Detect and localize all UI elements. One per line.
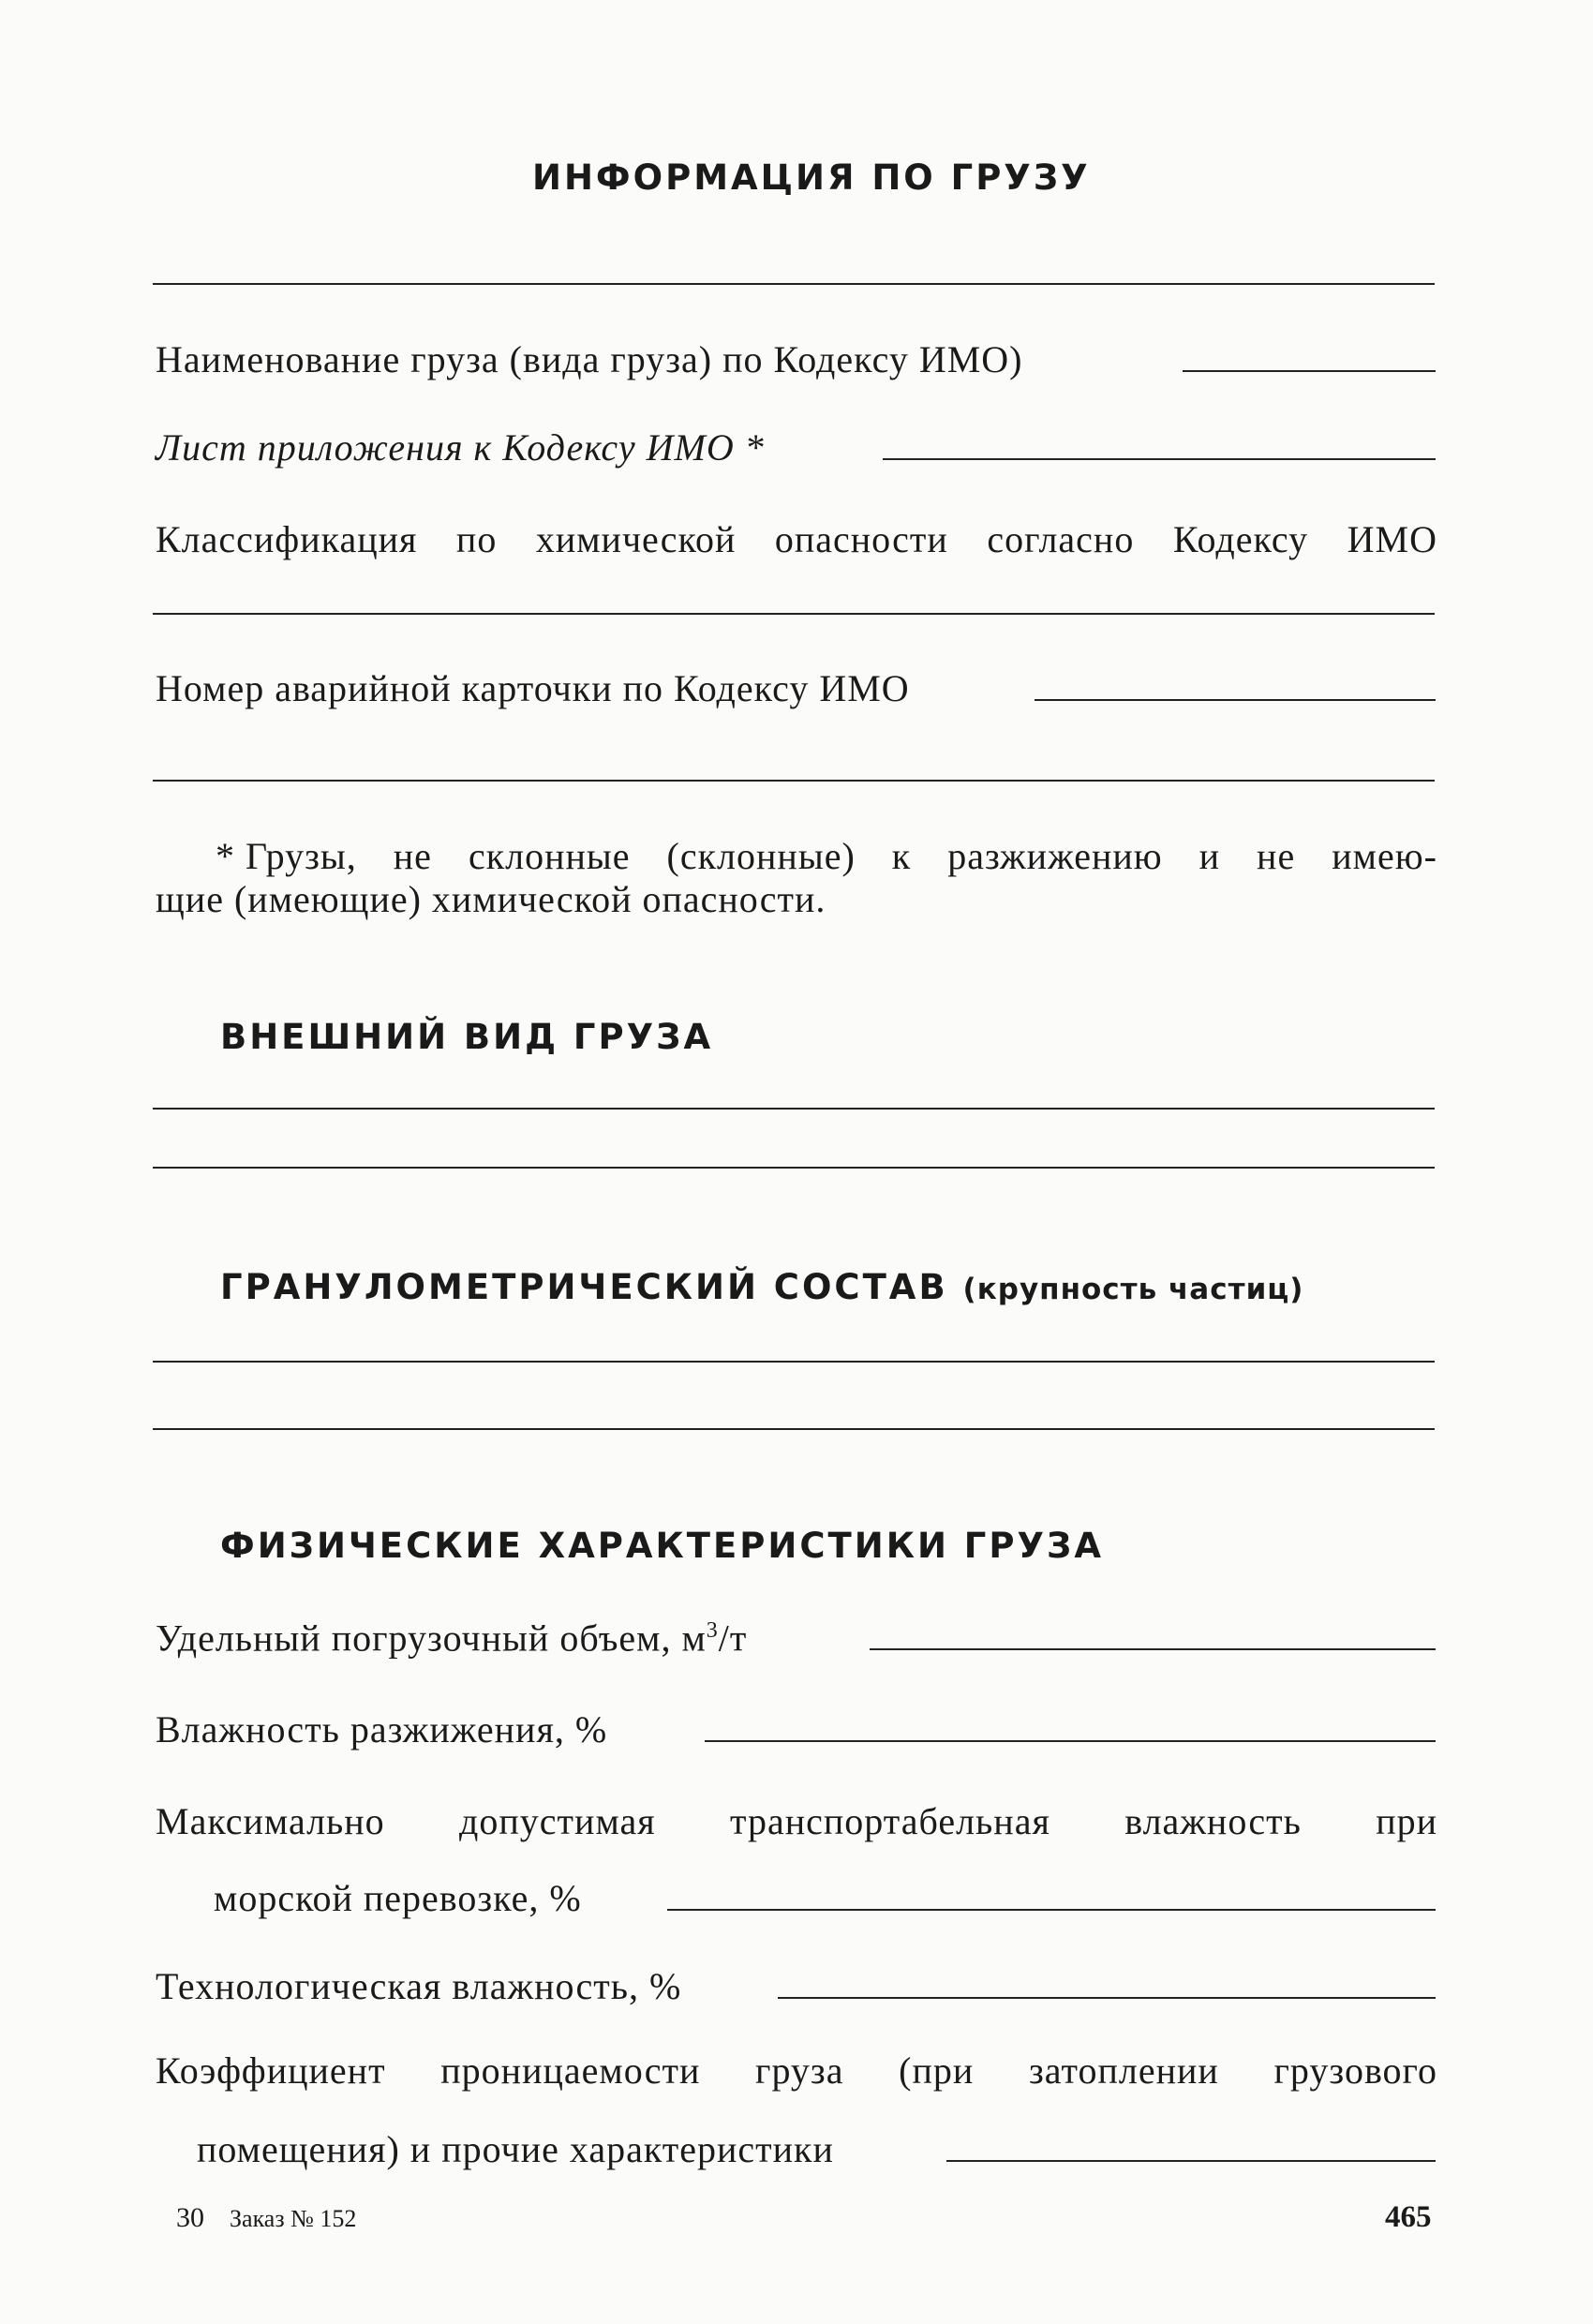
word: Максимально: [156, 1800, 385, 1842]
order-label: Заказ № 152: [230, 2205, 357, 2232]
permeability-label: [156, 2049, 1437, 2092]
hazard-class-field[interactable]: [153, 613, 1435, 615]
superscript: 3: [706, 1618, 719, 1643]
granulometry-title: ГРАНУЛОМЕТРИЧЕСКИЙ СОСТАВ: [220, 1267, 948, 1307]
word: * Грузы,: [216, 835, 357, 877]
word: химической: [535, 518, 737, 560]
max-moisture-label: [156, 1800, 1437, 1842]
page-number: 465: [1385, 2200, 1432, 2234]
cargo-name-label: Наименование груза (вида груза) по Кодексу ИМО): [156, 338, 1023, 380]
word: не: [1257, 835, 1296, 877]
imo-sheet-field[interactable]: [883, 458, 1436, 460]
word: (при: [899, 2049, 975, 2092]
word: разжижению: [947, 835, 1163, 877]
flow-moisture-field[interactable]: [705, 1740, 1436, 1742]
word: (склонные): [666, 835, 856, 877]
granulometry-field-2[interactable]: [153, 1428, 1435, 1430]
sheet-number: 30: [176, 2202, 204, 2233]
emergency-card-field[interactable]: [1035, 699, 1436, 701]
emergency-card-field-2[interactable]: [153, 780, 1435, 782]
imo-sheet-text: Лист приложения к Кодексу ИМО *: [156, 426, 765, 469]
separator-line: [153, 283, 1435, 285]
word: не: [393, 835, 432, 877]
permeability-continuation: помещения) и прочие характеристики: [197, 2128, 834, 2170]
stowage-text: Удельный погрузочный объем, м: [156, 1616, 707, 1660]
appearance-field-1[interactable]: [153, 1108, 1435, 1110]
max-moisture-field[interactable]: [667, 1909, 1436, 1911]
word: склонные: [468, 835, 631, 877]
granulometry-field-1[interactable]: [153, 1361, 1435, 1363]
tech-moisture-field[interactable]: [778, 1997, 1436, 1999]
granulometry-subtitle: (крупность частиц): [962, 1273, 1304, 1306]
word: имею-: [1332, 835, 1437, 877]
word: транспортабельная: [730, 1800, 1050, 1842]
word: груза: [755, 2049, 844, 2092]
word: и: [1198, 835, 1221, 877]
hazard-class-label: [156, 518, 1437, 560]
cargo-name-field[interactable]: [1183, 370, 1436, 372]
word: затоплении: [1029, 2049, 1219, 2092]
footnote-line-2: щие (имеющие) химической опасности.: [156, 878, 826, 920]
word: допустимая: [459, 1800, 656, 1842]
word: опасности: [774, 518, 948, 560]
footer-left: [176, 2202, 356, 2234]
emergency-card-label: Номер аварийной карточки по Кодексу ИМО: [156, 667, 910, 709]
stowage-factor-field[interactable]: [870, 1648, 1436, 1650]
word: грузового: [1273, 2049, 1437, 2092]
word: при: [1376, 1800, 1437, 1842]
word: Классификация: [156, 518, 418, 560]
word: Коэффициент: [156, 2049, 386, 2092]
footnote-line-1: [156, 835, 1437, 877]
word: Кодексу: [1172, 518, 1309, 560]
word: ИМО: [1347, 518, 1437, 560]
stowage-factor-label: [156, 1616, 748, 1660]
appearance-field-2[interactable]: [153, 1167, 1435, 1169]
physical-heading: ФИЗИЧЕСКИЕ ХАРАКТЕРИСТИКИ ГРУЗА: [220, 1526, 1104, 1566]
unit-suffix: /т: [718, 1616, 748, 1660]
permeability-field[interactable]: [946, 2160, 1436, 2162]
imo-sheet-label: [156, 426, 765, 469]
cargo-info-heading: ИНФОРМАЦИЯ ПО ГРУЗУ: [532, 157, 1091, 198]
word: проницаемости: [440, 2049, 701, 2092]
word: к: [891, 835, 912, 877]
flow-moisture-label: Влажность разжижения, %: [156, 1708, 608, 1750]
max-moisture-continuation: морской перевозке, %: [214, 1877, 582, 1919]
word: влажность: [1124, 1800, 1302, 1842]
granulometry-heading: [220, 1267, 1303, 1307]
appearance-heading: ВНЕШНИЙ ВИД ГРУЗА: [220, 1017, 714, 1057]
word: по: [455, 518, 498, 560]
tech-moisture-label: Технологическая влажность, %: [156, 1965, 682, 2007]
word: согласно: [987, 518, 1135, 560]
